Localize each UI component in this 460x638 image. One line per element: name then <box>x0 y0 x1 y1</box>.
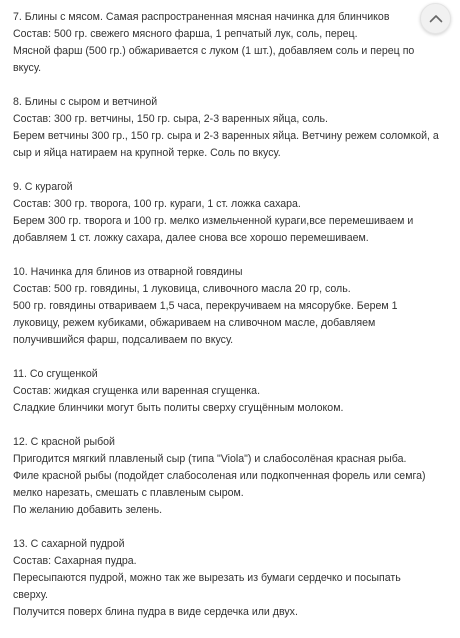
article-content <box>13 9 453 638</box>
recipe-section-9 <box>13 179 453 247</box>
recipe-text: сверху. <box>13 589 48 601</box>
recipe-ingredients: Состав: жидкая сгущенка или варенная сгущенка. <box>13 385 261 397</box>
recipe-ingredients: Состав: 300 гр. ветчины, 150 гр. сыра, 2-3 варенных яйца, соль. <box>13 113 328 125</box>
recipe-text: Берем 300 гр. творога и 100 гр. мелко измельченной кураги,все перемешиваем и <box>13 215 414 227</box>
recipe-text: Филе красной рыбы (подойдет слабосоленая или подкопченная форель или семга) <box>13 470 426 482</box>
recipe-text: Пересыпаются пудрой, можно так же вырезать из бумаги сердечко и посыпать <box>13 572 401 584</box>
recipe-title: 8. Блины с сыром и ветчиной <box>13 96 158 108</box>
recipe-section-11 <box>13 366 453 417</box>
recipe-text: получившийся фарш, подсаливаем по вкусу. <box>13 334 234 346</box>
recipe-text: вкусу. <box>13 62 42 74</box>
recipe-text: Получится поверх блина пудра в виде сердечка или двух. <box>13 606 298 618</box>
recipe-section-13 <box>13 536 453 621</box>
recipe-text: Берем ветчины 300 гр., 150 гр. сыра и 2-3 варенных яйца. Ветчину режем соломкой, а <box>13 130 439 142</box>
recipe-title: 10. Начинка для блинов из отварной говядины <box>13 266 243 278</box>
recipe-title: 7. Блины с мясом. Самая распространенная мясная начинка для блинчиков <box>13 11 390 23</box>
chevron-up-icon <box>429 14 443 23</box>
recipe-text: По желанию добавить зелень. <box>13 504 163 516</box>
recipe-ingredients: Состав: Сахарная пудра. <box>13 555 137 567</box>
recipe-text: Сладкие блинчики могут быть политы сверху сгущённым молоком. <box>13 402 344 414</box>
recipe-section-10 <box>13 264 453 349</box>
recipe-text: мелко нарезать, смешать с плавленым сыром. <box>13 487 244 499</box>
recipe-title: 12. С красной рыбой <box>13 436 115 448</box>
recipe-text: Мясной фарш (500 гр.) обжаривается с луком (1 шт.), добавляем соль и перец по <box>13 45 415 57</box>
scroll-to-top-button[interactable] <box>420 3 451 34</box>
recipe-ingredients: Состав: 300 гр. творога, 100 гр. кураги, 1 ст. ложка сахара. <box>13 198 301 210</box>
recipe-section-12 <box>13 434 453 519</box>
recipe-title: 11. Со сгущенкой <box>13 368 98 380</box>
recipe-ingredients: Состав: 500 гр. говядины, 1 луковица, сливочного масла 20 гр, соль. <box>13 283 351 295</box>
recipe-text: сыр и яйца натираем на крупной терке. Соль по вкусу. <box>13 147 281 159</box>
recipe-title: 9. С курагой <box>13 181 73 193</box>
recipe-title: 13. С сахарной пудрой <box>13 538 125 550</box>
recipe-text: добавляем 1 ст. ложку сахара, далее снова все хорошо перемешиваем. <box>13 232 369 244</box>
recipe-section-7 <box>13 9 453 77</box>
recipe-text: 500 гр. говядины отвариваем 1,5 часа, перекручиваем на мясорубке. Берем 1 <box>13 300 398 312</box>
recipe-section-8 <box>13 94 453 162</box>
recipe-text: луковицу, режем кубиками, обжариваем на сливочном масле, добавляем <box>13 317 376 329</box>
recipe-ingredients: Состав: 500 гр. свежего мясного фарша, 1 репчатый лук, соль, перец. <box>13 28 358 40</box>
recipe-text: Пригодится мягкий плавленый сыр (типа "Viola") и слабосолёная красная рыба. <box>13 453 407 465</box>
